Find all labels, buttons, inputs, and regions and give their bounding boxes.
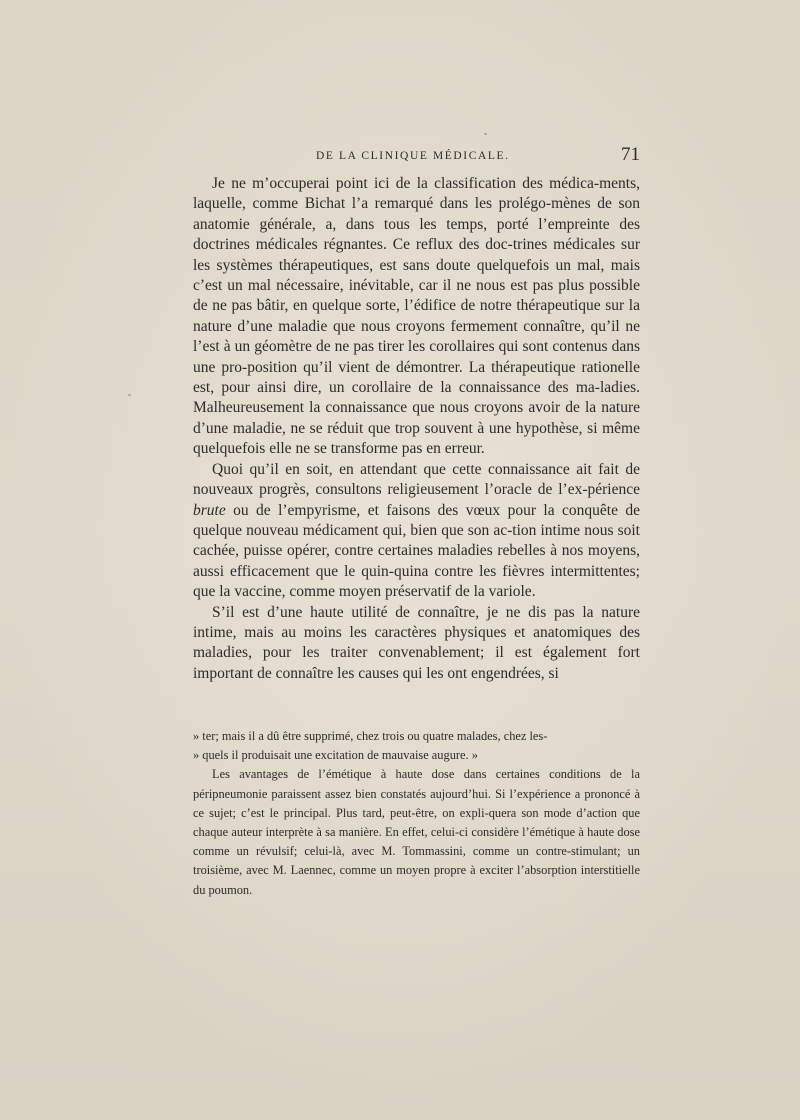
page-speck — [484, 133, 487, 135]
running-title: DE LA CLINIQUE MÉDICALE. — [316, 150, 510, 162]
footnote-quote-line: » ter; mais il a dû être supprimé, chez trois ou quatre malades, chez les- — [193, 729, 548, 743]
footnote-quote-line: » quels il produisait une excitation de mauvaise augure. » — [193, 748, 478, 763]
italic-word: brute — [193, 501, 226, 519]
paragraph-empirisme-end: ou de l’empyrisme, et faisons des vœux pour la conquête de quelque nouveau médicament qui, bien que son ac-tion intime nous soit cachée, puisse opérer, contre certaines maladies rebelles à nos moyens, aussi efficacement que le quin-quina contre les fièvres intermittentes; que la vaccine, comme moyen préservatif de la variole. — [193, 501, 640, 601]
paragraph-empirisme-start: Quoi qu’il en soit, en attendant que cette connaissance ait fait de nouveaux progrès, consultons religieusement l’oracle de l’ex-périence — [193, 460, 640, 499]
footnote — [193, 727, 640, 900]
page-header — [200, 146, 640, 170]
page-speck — [128, 394, 131, 396]
page-number: 71 — [621, 144, 640, 165]
footnote-paragraph: Les avantages de l’émétique à haute dose dans certaines conditions de la péripneumonie paraissent assez bien constatés aujourd’hui. Si l’expérience a prononcé à ce sujet; c’est le principal. Plus tard, peut-être, on expli-quera son mode d’action que chaque auteur interprète à sa manière. En effet, celui-ci considère l’émétique à haute dose comme un révulsif; celui-là, avec M. Tommassini, comme un contre-stimulant; un troisième, avec M. Laennec, comme un moyen propre à exciter l’absorption interstitielle du poumon. — [193, 767, 640, 897]
paragraph-classification: Je ne m’occuperai point ici de la classification des médica-ments, laquelle, comme Bichat l’a remarqué dans les prolégo-mènes de son anatomie générale, a, dans tous les temps, porté l’empreinte des doctrines médicales régnantes. Ce reflux des doc-trines médicales sur les systèmes thérapeutiques, est sans doute quelquefois un mal, mais c’est un mal nécessaire, inévitable, car il ne nous est pas plus possible de ne pas bâtir, en quelque sorte, l’édifice de notre thérapeutique sur la nature d’une maladie que nous croyons fermement connaître, qu’il ne l’est à un géomètre de ne pas tirer les corollaires qui sont contenus dans une pro-position qu’il vient de démontrer. La thérapeutique rationelle est, pour ainsi dire, un corollaire de la connaissance des ma-ladies. Malheureusement la connaissance que nous croyons avoir de la nature d’une maladie, ne se réduit que trop souvent à une hypothèse, si même quelquefois elle ne se transforme pas en erreur. — [193, 175, 640, 458]
paragraph-causes: S’il est d’une haute utilité de connaître, je ne dis pas la nature intime, mais au moins les caractères physiques et anatomiques des maladies, pour les traiter convenablement; il est également fort important de connaître les causes qui les ont engendrées, si — [193, 603, 640, 682]
main-text — [193, 174, 640, 684]
paragraph-empirisme — [193, 460, 640, 603]
